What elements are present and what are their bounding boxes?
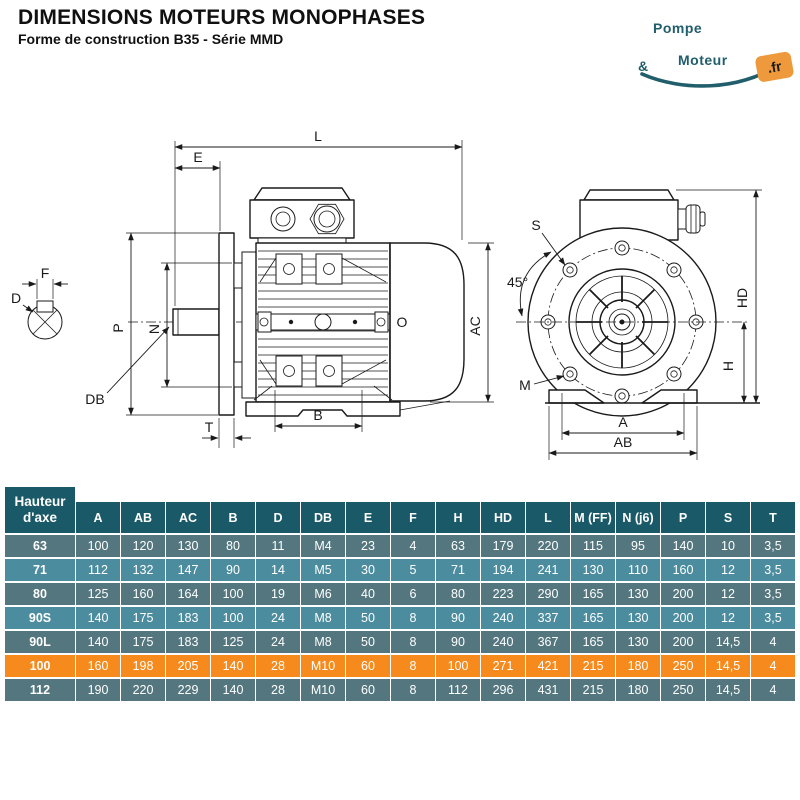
value-cell: 90 bbox=[436, 631, 480, 653]
value-cell: M8 bbox=[301, 631, 345, 653]
dim-label-L: L bbox=[314, 128, 322, 144]
value-cell: 4 bbox=[391, 535, 435, 557]
value-cell: 240 bbox=[481, 607, 525, 629]
value-cell: 220 bbox=[121, 679, 165, 701]
value-cell: 250 bbox=[661, 679, 705, 701]
table-row bbox=[5, 607, 795, 629]
value-cell: 160 bbox=[661, 559, 705, 581]
value-cell: 28 bbox=[256, 679, 300, 701]
column-header: F bbox=[391, 502, 435, 533]
value-cell: 90 bbox=[211, 559, 255, 581]
column-header: E bbox=[346, 502, 390, 533]
value-cell: 200 bbox=[661, 583, 705, 605]
dim-label-A: A bbox=[618, 414, 628, 430]
value-cell: 190 bbox=[76, 679, 120, 701]
value-cell: 160 bbox=[121, 583, 165, 605]
value-cell: 125 bbox=[211, 631, 255, 653]
value-cell: 112 bbox=[436, 679, 480, 701]
logo-tld-badge bbox=[754, 51, 794, 83]
value-cell: 160 bbox=[76, 655, 120, 677]
value-cell: 165 bbox=[571, 607, 615, 629]
value-cell: 3,5 bbox=[751, 607, 795, 629]
value-cell: 71 bbox=[436, 559, 480, 581]
column-header: M (FF) bbox=[571, 502, 615, 533]
value-cell: 112 bbox=[76, 559, 120, 581]
subtitle-series: B35 - Série MMD bbox=[173, 31, 284, 48]
value-cell: 220 bbox=[526, 535, 570, 557]
value-cell: 6 bbox=[391, 583, 435, 605]
axis-cell: 90S bbox=[5, 607, 75, 629]
dim-label-HD: HD bbox=[734, 287, 750, 309]
value-cell: 11 bbox=[256, 535, 300, 557]
value-cell: 3,5 bbox=[751, 583, 795, 605]
value-cell: 215 bbox=[571, 679, 615, 701]
value-cell: M6 bbox=[301, 583, 345, 605]
column-header: AC bbox=[166, 502, 210, 533]
value-cell: 12 bbox=[706, 583, 750, 605]
value-cell: 100 bbox=[76, 535, 120, 557]
value-cell: 140 bbox=[661, 535, 705, 557]
column-header: H bbox=[436, 502, 480, 533]
value-cell: 40 bbox=[346, 583, 390, 605]
value-cell: 223 bbox=[481, 583, 525, 605]
label-O: O bbox=[396, 314, 408, 330]
value-cell: 175 bbox=[121, 607, 165, 629]
value-cell: 130 bbox=[616, 583, 660, 605]
value-cell: 5 bbox=[391, 559, 435, 581]
value-cell: 140 bbox=[76, 631, 120, 653]
value-cell: 240 bbox=[481, 631, 525, 653]
value-cell: 60 bbox=[346, 655, 390, 677]
logo-tld: .fr bbox=[766, 57, 783, 76]
brand-logo bbox=[628, 4, 796, 90]
value-cell: 431 bbox=[526, 679, 570, 701]
axis-header-line2: d'axe bbox=[23, 510, 57, 525]
value-cell: 271 bbox=[481, 655, 525, 677]
value-cell: 183 bbox=[166, 631, 210, 653]
dim-label-H: H bbox=[720, 360, 736, 372]
value-cell: 337 bbox=[526, 607, 570, 629]
table-row bbox=[5, 535, 795, 557]
logo-swoosh-icon bbox=[642, 66, 776, 86]
value-cell: 100 bbox=[436, 655, 480, 677]
logo-word1: Pompe bbox=[653, 20, 703, 36]
value-cell: 132 bbox=[121, 559, 165, 581]
motor-front-view bbox=[507, 190, 762, 460]
value-cell: 110 bbox=[616, 559, 660, 581]
value-cell: 3,5 bbox=[751, 559, 795, 581]
dim-label-E: E bbox=[193, 149, 203, 165]
dim-label-F: F bbox=[40, 265, 50, 281]
page-header bbox=[18, 6, 425, 47]
value-cell: 100 bbox=[211, 607, 255, 629]
dim-label-T: T bbox=[204, 419, 214, 435]
column-header: HD bbox=[481, 502, 525, 533]
column-header: DB bbox=[301, 502, 345, 533]
column-header: A bbox=[76, 502, 120, 533]
column-header: L bbox=[526, 502, 570, 533]
axis-header-line1: Hauteur bbox=[14, 493, 66, 509]
value-cell: 4 bbox=[751, 655, 795, 677]
value-cell: 10 bbox=[706, 535, 750, 557]
value-cell: 12 bbox=[706, 607, 750, 629]
value-cell: 229 bbox=[166, 679, 210, 701]
value-cell: 421 bbox=[526, 655, 570, 677]
value-cell: 50 bbox=[346, 607, 390, 629]
value-cell: 130 bbox=[616, 607, 660, 629]
dim-label-M: M bbox=[519, 377, 531, 393]
value-cell: 120 bbox=[121, 535, 165, 557]
table-row bbox=[5, 655, 795, 677]
value-cell: 50 bbox=[346, 631, 390, 653]
technical-drawing bbox=[0, 108, 800, 480]
logo-wordmark bbox=[638, 20, 776, 86]
value-cell: 80 bbox=[211, 535, 255, 557]
axis-cell: 90L bbox=[5, 631, 75, 653]
value-cell: 180 bbox=[616, 679, 660, 701]
page-subtitle bbox=[18, 31, 425, 47]
value-cell: 200 bbox=[661, 607, 705, 629]
value-cell: 4 bbox=[751, 631, 795, 653]
dim-label-angle: 45° bbox=[507, 274, 529, 290]
value-cell: 63 bbox=[436, 535, 480, 557]
column-header: B bbox=[211, 502, 255, 533]
table-row bbox=[5, 679, 795, 701]
value-cell: 180 bbox=[616, 655, 660, 677]
value-cell: 165 bbox=[571, 631, 615, 653]
shaft-section-detail bbox=[11, 265, 68, 339]
dim-label-D: D bbox=[10, 290, 22, 306]
value-cell: 14,5 bbox=[706, 679, 750, 701]
axis-cell: 100 bbox=[5, 655, 75, 677]
dim-label-DB: DB bbox=[85, 391, 105, 407]
value-cell: 115 bbox=[571, 535, 615, 557]
value-cell: 4 bbox=[751, 679, 795, 701]
column-header-axis bbox=[5, 487, 75, 533]
value-cell: 241 bbox=[526, 559, 570, 581]
value-cell: 19 bbox=[256, 583, 300, 605]
value-cell: M10 bbox=[301, 655, 345, 677]
value-cell: 8 bbox=[391, 679, 435, 701]
table-body bbox=[5, 535, 795, 701]
value-cell: 95 bbox=[616, 535, 660, 557]
axis-cell: 80 bbox=[5, 583, 75, 605]
table-row bbox=[5, 631, 795, 653]
value-cell: 215 bbox=[571, 655, 615, 677]
value-cell: 140 bbox=[211, 655, 255, 677]
dim-label-B: B bbox=[313, 407, 323, 423]
value-cell: 100 bbox=[211, 583, 255, 605]
value-cell: 179 bbox=[481, 535, 525, 557]
column-header: N (j6) bbox=[616, 502, 660, 533]
value-cell: 175 bbox=[121, 631, 165, 653]
value-cell: 8 bbox=[391, 631, 435, 653]
table-row bbox=[5, 583, 795, 605]
value-cell: M10 bbox=[301, 679, 345, 701]
column-header: T bbox=[751, 502, 795, 533]
column-header: D bbox=[256, 502, 300, 533]
value-cell: 296 bbox=[481, 679, 525, 701]
dim-label-AC: AC bbox=[467, 316, 483, 336]
value-cell: 23 bbox=[346, 535, 390, 557]
value-cell: 200 bbox=[661, 631, 705, 653]
column-header: P bbox=[661, 502, 705, 533]
value-cell: 28 bbox=[256, 655, 300, 677]
value-cell: 130 bbox=[616, 631, 660, 653]
value-cell: 14,5 bbox=[706, 655, 750, 677]
column-header: S bbox=[706, 502, 750, 533]
value-cell: 14 bbox=[256, 559, 300, 581]
table-head bbox=[5, 487, 795, 533]
table-row bbox=[5, 559, 795, 581]
column-header: AB bbox=[121, 502, 165, 533]
subtitle-prefix: Forme de construction bbox=[18, 31, 174, 48]
value-cell: 165 bbox=[571, 583, 615, 605]
motor-side-view bbox=[85, 128, 494, 448]
value-cell: 12 bbox=[706, 559, 750, 581]
dim-label-N: N bbox=[146, 323, 162, 335]
value-cell: 367 bbox=[526, 631, 570, 653]
value-cell: 125 bbox=[76, 583, 120, 605]
axis-cell: 71 bbox=[5, 559, 75, 581]
value-cell: 8 bbox=[391, 655, 435, 677]
value-cell: 130 bbox=[571, 559, 615, 581]
dim-label-P: P bbox=[110, 323, 126, 333]
value-cell: M8 bbox=[301, 607, 345, 629]
value-cell: 250 bbox=[661, 655, 705, 677]
axis-cell: 63 bbox=[5, 535, 75, 557]
value-cell: 290 bbox=[526, 583, 570, 605]
value-cell: 194 bbox=[481, 559, 525, 581]
value-cell: 205 bbox=[166, 655, 210, 677]
value-cell: 80 bbox=[436, 583, 480, 605]
value-cell: 8 bbox=[391, 607, 435, 629]
logo-word2: Moteur bbox=[678, 52, 728, 68]
value-cell: 14,5 bbox=[706, 631, 750, 653]
value-cell: 140 bbox=[76, 607, 120, 629]
dim-label-AB: AB bbox=[613, 434, 633, 450]
value-cell: 164 bbox=[166, 583, 210, 605]
value-cell: 30 bbox=[346, 559, 390, 581]
value-cell: 60 bbox=[346, 679, 390, 701]
value-cell: M4 bbox=[301, 535, 345, 557]
value-cell: 3,5 bbox=[751, 535, 795, 557]
value-cell: 198 bbox=[121, 655, 165, 677]
value-cell: 90 bbox=[436, 607, 480, 629]
page-title: DIMENSIONS MOTEURS MONOPHASES bbox=[18, 6, 426, 29]
axis-cell: 112 bbox=[5, 679, 75, 701]
value-cell: 24 bbox=[256, 607, 300, 629]
value-cell: 147 bbox=[166, 559, 210, 581]
value-cell: 183 bbox=[166, 607, 210, 629]
logo-ampersand: & bbox=[638, 58, 649, 74]
value-cell: 130 bbox=[166, 535, 210, 557]
value-cell: M5 bbox=[301, 559, 345, 581]
dim-label-S: S bbox=[531, 217, 541, 233]
value-cell: 140 bbox=[211, 679, 255, 701]
dimensions-table bbox=[5, 487, 795, 703]
value-cell: 24 bbox=[256, 631, 300, 653]
